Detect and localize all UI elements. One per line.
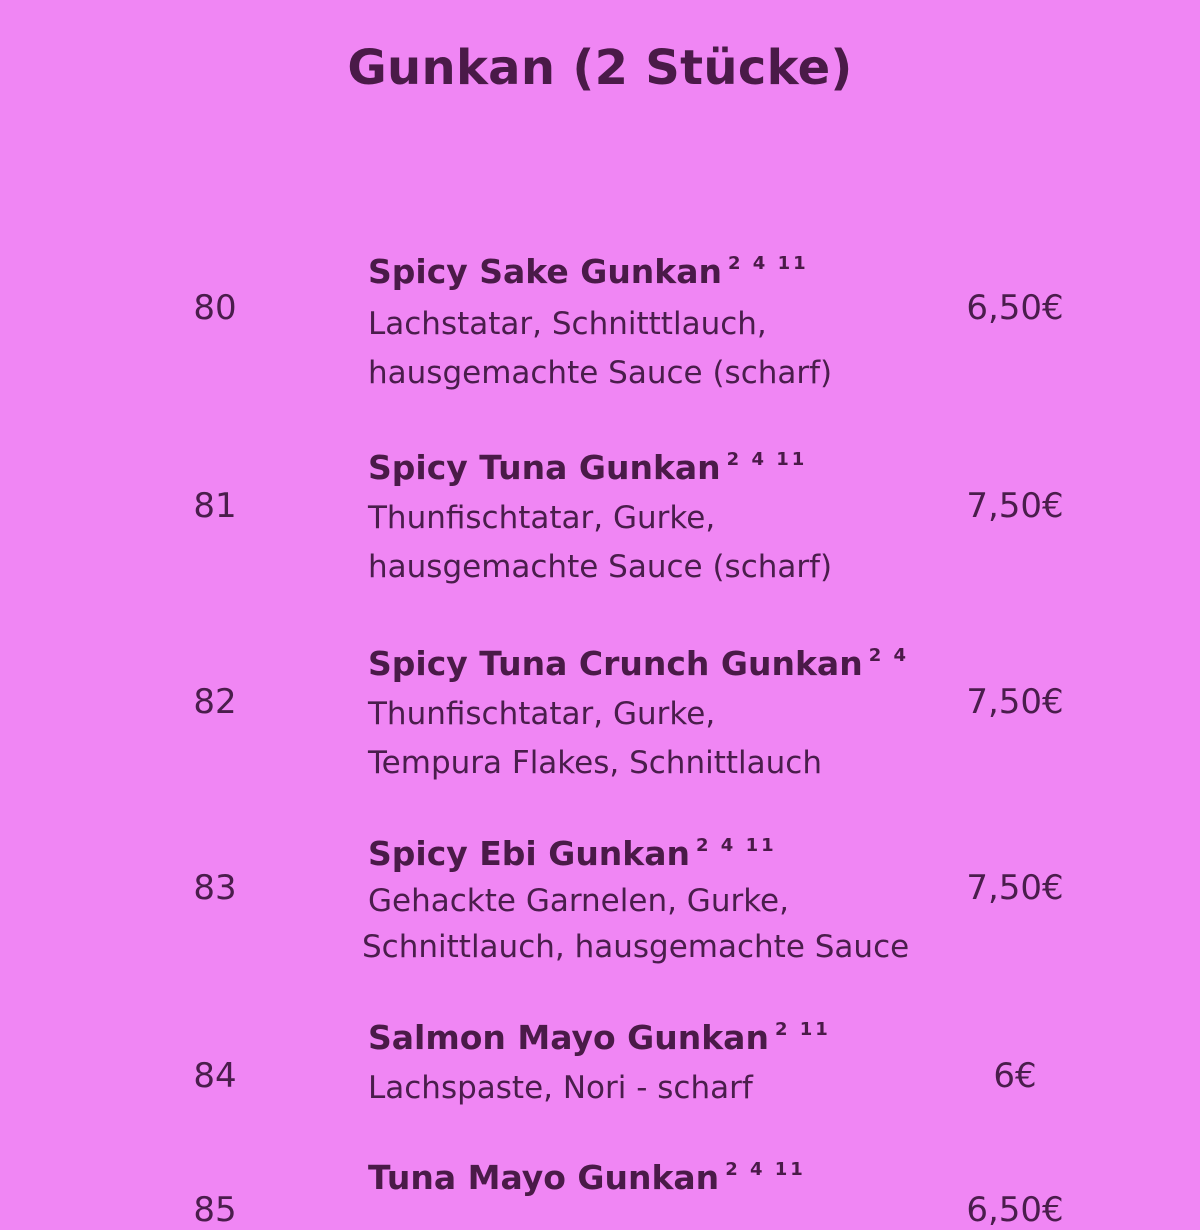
item-price: 6€ bbox=[993, 1056, 1037, 1096]
item-description: Thunfischtatar, Gurke, hausgemachte Sauce (scharf) bbox=[368, 500, 833, 585]
item-price: 7,50€ bbox=[966, 868, 1064, 908]
item-number: 85 bbox=[193, 1190, 237, 1230]
allergen-codes: 2 4 11 bbox=[728, 253, 809, 274]
item-number: 82 bbox=[193, 682, 237, 722]
item-name: Spicy Ebi Gunkan $^{2 4 11}$ bbox=[368, 834, 777, 873]
allergen-codes: 2 4 bbox=[868, 645, 910, 666]
page-title: Gunkan (2 Stücke) bbox=[347, 40, 853, 96]
item-name: Spicy Sake Gunkan $^{2 4 11}$ bbox=[368, 252, 809, 291]
item-name: Spicy Tuna Crunch Gunkan $^{2 4}$ bbox=[368, 644, 910, 683]
item-price: 7,50€ bbox=[966, 682, 1064, 722]
item-number: 84 bbox=[193, 1056, 237, 1096]
allergen-codes: 2 4 11 bbox=[725, 1159, 806, 1180]
item-price: 6,50€ bbox=[966, 1190, 1064, 1230]
item-price: 6,50€ bbox=[966, 288, 1064, 328]
item-description: Lachstatar, Schnitttlauch, hausgemachte Sauce (scharf) bbox=[368, 306, 833, 391]
item-name: Salmon Mayo Gunkan $^{2 11}$ bbox=[368, 1018, 831, 1057]
item-number: 80 bbox=[193, 288, 237, 328]
item-description: Lachspaste, Nori - scharf bbox=[368, 1070, 753, 1106]
allergen-codes: 2 4 11 bbox=[726, 449, 808, 470]
item-description: Thunfischtatar, Gurke, Tempura Flakes, Schnittlauch bbox=[368, 696, 822, 781]
item-description: Gehackte Garnelen, Gurke, Schnittlauch, hausgemachte Sauce bbox=[362, 883, 910, 965]
allergen-codes: 2 4 11 bbox=[696, 835, 777, 856]
item-number: 83 bbox=[193, 868, 237, 908]
item-name: Tuna Mayo Gunkan $^{2 4 11}$ bbox=[368, 1158, 806, 1197]
item-name: Spicy Tuna Gunkan $^{2 4 11}$ bbox=[368, 448, 808, 487]
item-price: 7,50€ bbox=[966, 486, 1064, 526]
item-number: 81 bbox=[193, 486, 237, 526]
allergen-codes: 2 11 bbox=[774, 1019, 831, 1040]
